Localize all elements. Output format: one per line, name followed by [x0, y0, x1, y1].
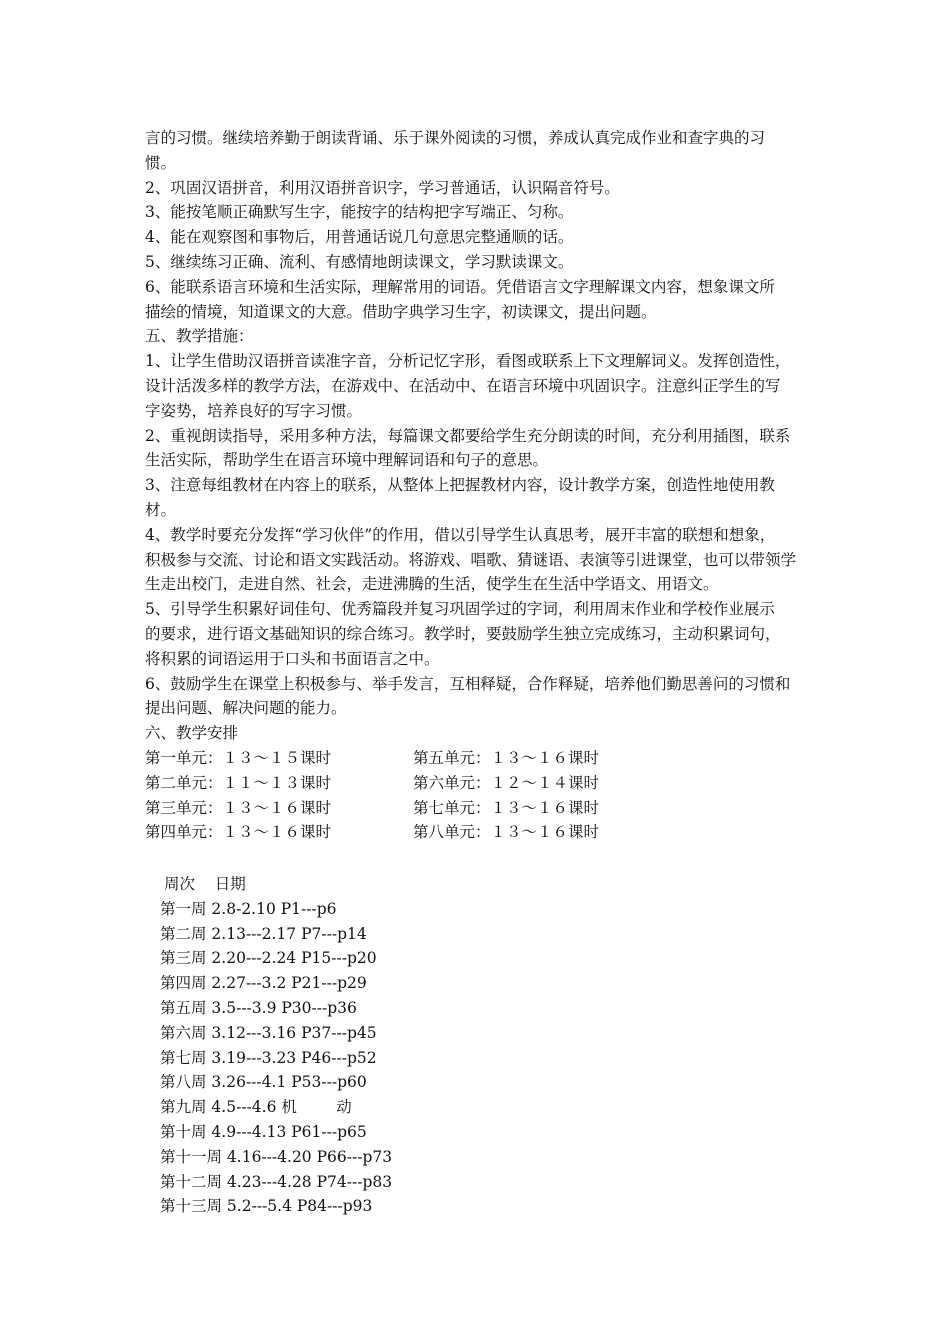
unit-row — [145, 796, 815, 821]
paragraph-line: 4、教学时要充分发挥“学习伙伴”的作用，借以引导学生认真思考，展开丰富的联想和想象， — [145, 525, 776, 544]
unit-row — [145, 746, 815, 771]
paragraph-line: 6、鼓励学生在课堂上积极参与、举手发言，互相释疑，合作释疑，培养他们勤思善问的习惯和 — [145, 674, 791, 693]
unit-cell: 第六单元：１２～１４课时 — [413, 773, 600, 792]
schedule-row: 第三周 2.20---2.24 P15---p20 — [160, 949, 377, 968]
paragraph-line: 6、能联系语言环境和生活实际，理解常用的词语。凭借语言文字理解课文内容，想象课文所 — [145, 277, 775, 296]
schedule-row: 第十三周 5.2---5.4 P84---p93 — [160, 1197, 373, 1216]
schedule-row: 第八周 3.26---4.1 P53---p60 — [160, 1073, 367, 1092]
schedule-row: 第一周 2.8-2.10 P1---p6 — [160, 899, 337, 918]
unit-cell: 第七单元：１３～１６课时 — [413, 798, 600, 817]
schedule-row: 第十二周 4.23---4.28 P74---p83 — [160, 1172, 393, 1191]
schedule-row: 第十周 4.9---4.13 P61---p65 — [160, 1122, 367, 1141]
section-heading: 五、教学措施： — [145, 327, 254, 346]
unit-cell: 第四单元：１３～１６课时 — [145, 823, 332, 842]
schedule-row: 第六周 3.12---3.16 P37---p45 — [160, 1023, 377, 1042]
schedule-row: 第七周 3.19---3.23 P46---p52 — [160, 1048, 377, 1067]
paragraph-line: 积极参与交流、讨论和语文实践活动。将游戏、唱歌、猜谜语、表演等引进课堂，也可以带领学 — [145, 550, 797, 569]
schedule-row: 第五周 3.5---3.9 P30---p36 — [160, 998, 357, 1017]
paragraph-line: 3、注意每组教材在内容上的联系，从整体上把握教材内容，设计教学方案，创造性地使用教 — [145, 476, 775, 495]
schedule-row: 第九周 4.5---4.6 机 动 — [160, 1098, 352, 1117]
unit-cell: 第三单元：１３～１６课时 — [145, 798, 332, 817]
paragraph-line: 字姿势，培养良好的写字习惯。 — [145, 401, 363, 420]
paragraph-line: 3、能按笔顺正确默写生字，能按字的结构把字写端正、匀称。 — [145, 203, 574, 222]
unit-row — [145, 820, 815, 845]
paragraph-line: 2、重视朗读指导，采用多种方法，每篇课文都要给学生充分朗读的时间，充分利用插图，联系 — [145, 426, 791, 445]
schedule-row: 第十一周 4.16---4.20 P66---p73 — [160, 1147, 393, 1166]
paragraph-line: 材。 — [145, 500, 177, 519]
unit-cell: 第五单元：１３～１６课时 — [413, 748, 600, 767]
paragraph-line: 生活实际，帮助学生在语言环境中理解词语和句子的意思。 — [145, 451, 549, 470]
paragraph-line: 生走出校门，走进自然、社会，走进沸腾的生活，使学生在生活中学语文、用语文。 — [145, 575, 719, 594]
document-body — [145, 126, 815, 845]
schedule-row: 第四周 2.27---3.2 P21---p29 — [160, 974, 367, 993]
paragraph-line: 1、让学生借助汉语拼音读准字音，分析记忆字形，看图或联系上下文理解词义。发挥创造性， — [145, 352, 791, 371]
paragraph-line: 5、继续练习正确、流利、有感情地朗读课文，学习默读课文。 — [145, 252, 574, 271]
paragraph-line: 将积累的词语运用于口头和书面语言之中。 — [145, 649, 440, 668]
paragraph-line: 设计活泼多样的教学方法，在游戏中、在活动中、在语言环境中巩固识字。注意纠正学生的写 — [145, 376, 781, 395]
unit-cell: 第一单元：１３～１５课时 — [145, 748, 332, 767]
paragraph-line: 4、能在观察图和事物后，用普通话说几句意思完整通顺的话。 — [145, 228, 574, 247]
paragraph-line: 5、引导学生积累好词佳句、优秀篇段并复习巩固学过的字词，利用周末作业和学校作业展示 — [145, 600, 775, 619]
schedule-header: 周次 日期 — [164, 875, 246, 893]
paragraph-line: 言的习惯。继续培养勤于朗读背诵、乐于课外阅读的习惯，养成认真完成作业和查字典的习 — [145, 129, 766, 147]
paragraph-line: 惯。 — [145, 153, 177, 172]
section-heading: 六、教学安排 — [145, 724, 239, 743]
paragraph-line: 提出问题、解决问题的能力。 — [145, 699, 347, 718]
unit-cell: 第八单元：１３～１６课时 — [413, 823, 600, 842]
unit-hours-table — [145, 746, 815, 845]
paragraph-line: 2、巩固汉语拼音，利用汉语拼音识字，学习普通话，认识隔音符号。 — [145, 178, 620, 197]
unit-row — [145, 771, 815, 796]
weekly-schedule — [160, 872, 392, 1219]
schedule-row: 第二周 2.13---2.17 P7---p14 — [160, 924, 367, 943]
paragraph-line: 的要求，进行语文基础知识的综合练习。教学时，要鼓励学生独立完成练习，主动积累词句， — [145, 624, 781, 643]
unit-cell: 第二单元：１１～１３课时 — [145, 773, 332, 792]
paragraph-line: 描绘的情境，知道课文的大意。借助字典学习生字，初读课文，提出问题。 — [145, 302, 657, 321]
